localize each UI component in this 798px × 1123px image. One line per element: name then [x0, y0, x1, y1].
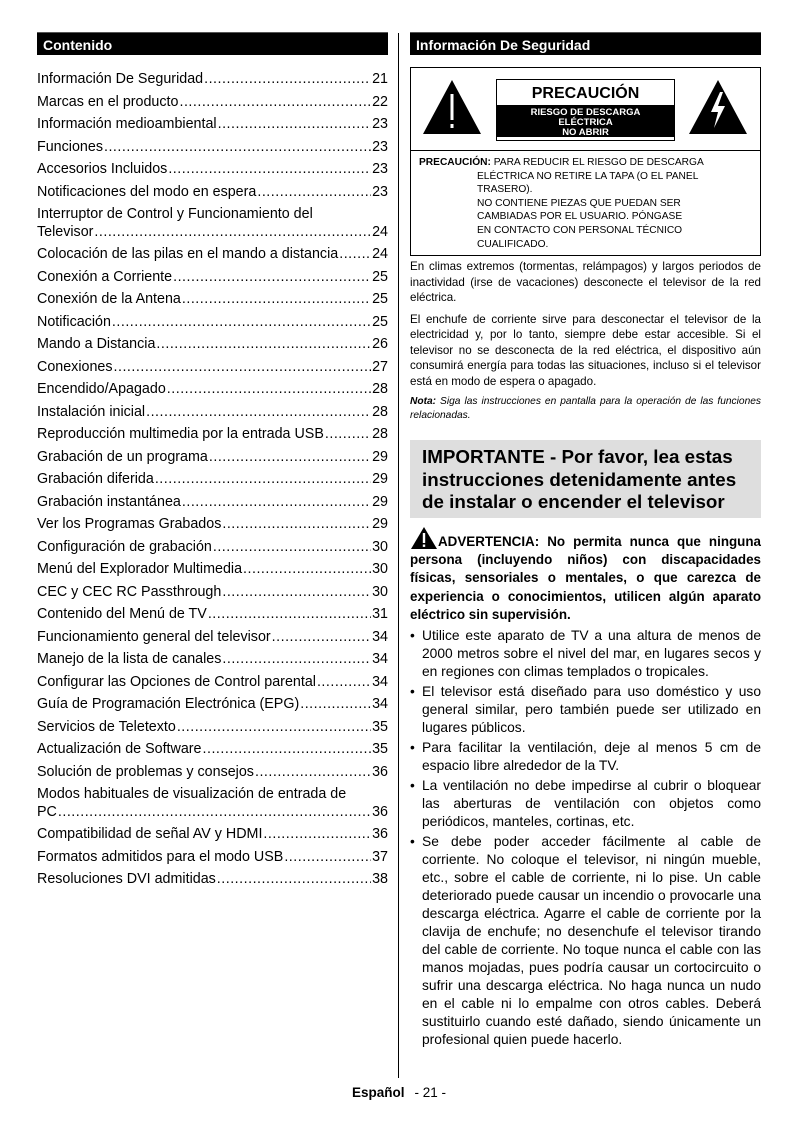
toc-entry-title: PC: [37, 804, 57, 820]
footer-language: Español: [351, 1085, 405, 1100]
toc-page-number: 25: [372, 291, 388, 307]
toc-entry[interactable]: [37, 311, 388, 334]
toc-entry-title: Grabación diferida: [37, 471, 154, 487]
toc-page-number: 30: [372, 538, 388, 555]
toc-entry-title: Grabación de un programa: [37, 448, 208, 465]
toc-entry[interactable]: [37, 158, 388, 181]
caution-label: [496, 79, 675, 141]
left-column: [37, 32, 388, 891]
toc-leader: [156, 333, 371, 356]
toc-leader: [317, 671, 371, 694]
toc-entry-title: Marcas en el producto: [37, 93, 179, 110]
toc-page-number: 25: [372, 313, 388, 330]
toc-entry-title: Funcionamiento general del televisor: [37, 628, 271, 645]
caution-symbols: [411, 68, 760, 151]
toc-entry-title: Guía de Programación Electrónica (EPG): [37, 696, 300, 712]
toc-entry-title: Funciones: [37, 138, 103, 155]
toc-leader: [155, 468, 371, 491]
toc-entry[interactable]: [37, 181, 388, 204]
contents-heading: Contenido: [37, 32, 388, 55]
toc-page-number: 28: [372, 426, 388, 442]
toc-entry[interactable]: [37, 536, 388, 559]
toc-entry[interactable]: [37, 243, 388, 266]
toc-entry-title: Información De Seguridad: [37, 71, 204, 87]
toc-entry-title: Mando a Distancia: [37, 336, 156, 352]
toc-leader: [263, 823, 371, 846]
bullet-item: • Se debe poder acceder fácilmente al cable de corriente. No coloque el televisor, ni ningún mueble, etc., sobre el cable de corriente, ni lo pise. Un cable deteriorado puede causar un incendio o provocarle una descarga eléctrica. Agarre el cable de corriente por la clavija de enchufe; no desenchufe el televisor tirando del cable de corriente. No toque nunca el cable con las manos mojadas, pues podría causar un cortocircuito o sufrir una descarga eléctrica. No haga nunca un nudo en el cable ni lo empalme con otros cables. Deberá sustituirlo cuando esté dañado, siendo únicamente un profesional quien puede hacerlo.: [410, 833, 761, 1049]
caution-title: PRECAUCIÓN: [531, 85, 640, 102]
toc-entry-title: Colocación de las pilas en el mando a distancia: [37, 246, 339, 262]
toc-leader: [94, 223, 371, 241]
toc-leader: [217, 868, 371, 891]
toc-page-number: 28: [372, 403, 388, 420]
toc-entry-title: Encendido/Apagado: [37, 381, 166, 397]
toc-leader: [204, 68, 371, 91]
toc-page-number: 34: [372, 651, 388, 667]
toc-entry-title: Instalación inicial: [37, 403, 146, 420]
toc-leader: [255, 761, 371, 784]
toc-entry-title: Notificaciones del modo en espera: [37, 183, 257, 200]
column-divider: [398, 33, 399, 1078]
caution-text-line: ELÉCTRICA NO RETIRE LA TAPA (O EL PANEL: [477, 170, 699, 182]
toc-leader: [114, 356, 372, 379]
note-text: Siga las instrucciones en pantalla para la operación de las funciones relacionadas.: [410, 396, 761, 421]
toc-entry-title: Información medioambiental: [37, 116, 217, 132]
page-footer: [0, 1085, 798, 1100]
toc-page-number: 36: [372, 826, 388, 842]
toc-entry[interactable]: [37, 266, 388, 289]
caution-text-line: TRASERO).: [477, 184, 533, 196]
caution-box: [410, 67, 761, 256]
toc-leader: [182, 491, 371, 514]
note: [410, 395, 761, 423]
toc-page-number: 38: [372, 871, 388, 887]
toc-entry-title: Accesorios Incluidos: [37, 161, 168, 177]
toc-entry[interactable]: [37, 868, 388, 891]
toc-leader: [272, 626, 371, 649]
toc-leader: [222, 648, 371, 671]
toc-leader: [58, 803, 371, 821]
toc-entry-title: Grabación instantánea: [37, 493, 181, 510]
toc-leader: [104, 136, 371, 159]
toc-entry-title: Notificación: [37, 313, 111, 330]
bullet-item: • Para facilitar la ventilación, deje al menos 5 cm de espacio libre alrededor de la TV.: [410, 739, 761, 775]
toc-page-number: 29: [372, 493, 388, 510]
toc-entry[interactable]: [37, 203, 388, 241]
toc-entry[interactable]: [37, 333, 388, 356]
toc-entry-title: Solución de problemas y consejos: [37, 763, 254, 780]
toc-entry-title: Configurar las Opciones de Control parental: [37, 673, 316, 690]
warning-triangle-icon: [410, 526, 438, 550]
toc-entry[interactable]: [37, 491, 388, 514]
caution-text-line: CAMBIADAS POR EL USUARIO. PÓNGASE: [477, 211, 683, 223]
note-label: Nota:: [410, 396, 437, 407]
toc-page-number: 29: [372, 471, 388, 487]
toc-page-number: 35: [372, 718, 388, 735]
caution-text-line: NO CONTIENE PIEZAS QUE PUEDAN SER: [477, 197, 681, 209]
toc-page-number: 34: [372, 673, 388, 690]
caution-text-label: PRECAUCIÓN:: [419, 157, 491, 168]
toc-entry[interactable]: [37, 446, 388, 469]
toc-page-number: 22: [372, 93, 388, 110]
toc-page-number: 27: [372, 358, 388, 375]
toc-entry[interactable]: [37, 68, 388, 91]
bullet-item: • La ventilación no debe impedirse al cubrir o bloquear las aberturas de ventilación con objetos como periódicos, manteles, cortinas, etc.: [410, 777, 761, 831]
toc-leader: [168, 158, 371, 181]
toc-page-number: 35: [372, 741, 388, 757]
toc-leader: [243, 558, 371, 581]
exclamation-warning-icon: [421, 78, 483, 136]
toc-entry-title: Manejo de la lista de canales: [37, 651, 222, 667]
caution-text-line: EN CONTACTO CON PERSONAL TÉCNICO: [477, 224, 683, 236]
toc-entry-title: Conexiones: [37, 358, 113, 375]
lightning-warning-icon: [687, 78, 749, 136]
toc-leader: [300, 693, 371, 716]
toc-page-number: 25: [372, 268, 388, 285]
toc-page-number: 34: [372, 696, 388, 712]
toc-entry-title: Formatos admitidos para el modo USB: [37, 848, 284, 865]
toc-leader: [339, 243, 371, 266]
toc-entry[interactable]: [37, 846, 388, 869]
table-of-contents: [37, 68, 388, 891]
toc-leader: [182, 288, 371, 311]
toc-entry-title: Configuración de grabación: [37, 538, 212, 555]
toc-page-number: 21: [372, 71, 388, 87]
toc-entry[interactable]: [37, 648, 388, 671]
toc-entry[interactable]: [37, 693, 388, 716]
bullet-item: • El televisor está diseñado para uso doméstico y uso general similar, pero también puede ser utilizado en lugares públicos.: [410, 683, 761, 737]
toc-entry[interactable]: [37, 761, 388, 784]
toc-entry[interactable]: [37, 378, 388, 401]
toc-page-number: 24: [372, 246, 388, 262]
toc-leader: [177, 716, 371, 739]
toc-entry[interactable]: [37, 603, 388, 626]
toc-entry-title: Reproducción multimedia por la entrada USB: [37, 426, 324, 442]
safety-heading: Información De Seguridad: [410, 32, 761, 55]
caution-text: [411, 151, 760, 251]
toc-page-number: 23: [372, 116, 388, 132]
toc-entry-title: Contenido del Menú de TV: [37, 606, 207, 622]
toc-entry[interactable]: [37, 136, 388, 159]
toc-leader: [203, 738, 372, 761]
toc-leader: [179, 91, 371, 114]
toc-entry-title: Interruptor de Control y Funcionamiento del: [37, 206, 313, 222]
toc-page-number: 28: [372, 381, 388, 397]
toc-page-number: 23: [372, 138, 388, 155]
toc-entry-title: Compatibilidad de señal AV y HDMI: [37, 826, 263, 842]
toc-page-number: 29: [372, 448, 388, 465]
paragraph-plug: El enchufe de corriente sirve para desconectar el televisor de la electricidad y, por lo tanto, siempre debe estar accesible. Si el televisor no se desconecta de la red eléctrica, el dispositivo aún consumirá energía para todas las situaciones, incluso si el televisor está en modo de espera o apagado.: [410, 312, 761, 388]
toc-leader: [146, 401, 371, 424]
toc-entry[interactable]: [37, 423, 388, 446]
toc-entry[interactable]: [37, 468, 388, 491]
toc-leader: [209, 446, 371, 469]
toc-page-number: 23: [372, 161, 388, 177]
toc-entry[interactable]: [37, 288, 388, 311]
caution-subtitle: [497, 105, 674, 137]
toc-entry[interactable]: [37, 581, 388, 604]
toc-entry[interactable]: [37, 626, 388, 649]
toc-entry[interactable]: [37, 558, 388, 581]
toc-entry[interactable]: [37, 716, 388, 739]
toc-entry-title: Actualización de Software: [37, 741, 202, 757]
toc-leader: [112, 311, 371, 334]
caution-sub-line: ELÉCTRICA: [558, 117, 613, 128]
toc-entry[interactable]: [37, 783, 388, 821]
toc-page-number: 30: [372, 583, 388, 600]
toc-leader: [213, 536, 371, 559]
toc-entry-title: Menú del Explorador Multimedia: [37, 561, 243, 577]
warning-paragraph: [410, 526, 761, 625]
toc-leader: [222, 513, 371, 536]
toc-entry[interactable]: [37, 401, 388, 424]
toc-entry[interactable]: [37, 113, 388, 136]
caution-text-line: PARA REDUCIR EL RIESGO DE DESCARGA: [493, 157, 704, 168]
warning-text: ADVERTENCIA: No permita nunca que ninguna persona (incluyendo niños) con discapacidades físicas, sensoriales o mentales, o que carezca de experiencia o conocimientos, utilicen algún aparato eléctrico sin supervisión.: [410, 533, 761, 623]
toc-page-number: 31: [372, 606, 388, 622]
toc-entry-title: Conexión de la Antena: [37, 291, 181, 307]
toc-entry[interactable]: [37, 738, 388, 761]
toc-leader: [222, 581, 371, 604]
toc-page-number: 30: [372, 561, 388, 577]
toc-page-number: 37: [372, 848, 388, 865]
right-column: [410, 32, 761, 1051]
toc-page-number: 36: [372, 804, 388, 820]
toc-entry[interactable]: [37, 356, 388, 379]
toc-entry-title: Modos habituales de visualización de entrada de: [37, 786, 347, 802]
toc-page-number: 23: [372, 183, 388, 200]
toc-leader: [257, 181, 371, 204]
toc-leader: [173, 266, 371, 289]
toc-entry-title: CEC y CEC RC Passthrough: [37, 583, 222, 600]
toc-page-number: 36: [372, 763, 388, 780]
toc-leader: [325, 423, 371, 446]
toc-page-number: 26: [372, 336, 388, 352]
toc-entry[interactable]: [37, 671, 388, 694]
toc-entry-title: Resoluciones DVI admitidas: [37, 871, 216, 887]
toc-leader: [167, 378, 371, 401]
caution-sub-line: RIESGO DE DESCARGA: [530, 107, 641, 118]
toc-page-number: 24: [372, 224, 388, 240]
toc-page-number: 29: [372, 516, 388, 532]
toc-entry[interactable]: [37, 823, 388, 846]
toc-entry-title: Televisor: [37, 224, 94, 240]
toc-entry-title: Conexión a Corriente: [37, 268, 173, 285]
toc-page-number: 34: [372, 628, 388, 645]
toc-leader: [284, 846, 371, 869]
toc-entry-title: Servicios de Teletexto: [37, 718, 176, 735]
caution-text-line: CUALIFICADO.: [477, 238, 549, 250]
toc-entry-title: Ver los Programas Grabados: [37, 516, 222, 532]
toc-leader: [218, 113, 371, 136]
toc-entry[interactable]: [37, 513, 388, 536]
bullet-item: • Utilice este aparato de TV a una altura de menos de 2000 metros sobre el nivel del mar, en lugares secos y en regiones con climas templados o tropicales.: [410, 627, 761, 681]
caution-sub-line: NO ABRIR: [562, 127, 609, 138]
safety-bullet-list: [410, 627, 761, 1049]
page-number: - 21 -: [414, 1085, 447, 1100]
toc-entry[interactable]: [37, 91, 388, 114]
toc-leader: [208, 603, 371, 626]
important-banner: IMPORTANTE - Por favor, lea estas instrucciones detenidamente antes de instalar o encender el televisor: [410, 440, 761, 518]
paragraph-weather: En climas extremos (tormentas, relámpagos) y largos periodos de inactividad (irse de vacaciones) desconecte el televisor de la red eléctrica.: [410, 260, 761, 304]
